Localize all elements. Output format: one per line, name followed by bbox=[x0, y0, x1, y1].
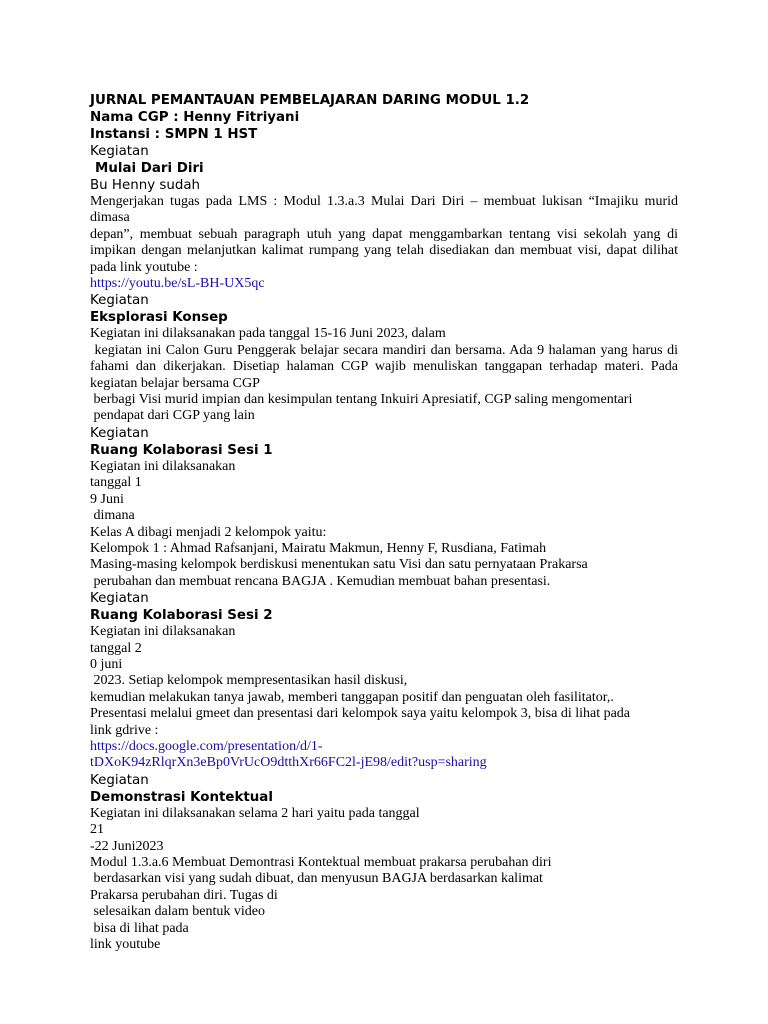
text-line: link youtube bbox=[90, 937, 161, 953]
section-title-eksplorasi-konsep: Eksplorasi Konsep bbox=[90, 310, 228, 326]
text-line: Modul 1.3.a.6 Membuat Demontrasi Kontektual membuat prakarsa perubahan diri bbox=[90, 855, 552, 870]
text-line: dimana bbox=[90, 508, 135, 524]
text-line: 0 juni bbox=[90, 656, 123, 672]
text-line: tanggal 2 bbox=[90, 640, 142, 656]
text-line: kegiatan ini Calon Guru Penggerak belajar secara mandiri dan bersama. Ada 9 halaman yang harus di bbox=[90, 342, 678, 358]
text-line: kemudian melakukan tanya jawab, memberi tanggapan positif dan penguatan oleh fasilitator,. bbox=[90, 689, 614, 705]
section-title-mulai-dari-diri: Mulai Dari Diri bbox=[95, 161, 204, 176]
section-title-ruang-kolaborasi-1: Ruang Kolaborasi Sesi 1 bbox=[90, 442, 273, 458]
cgp-name: Nama CGP : Henny Fitriyani bbox=[90, 110, 300, 125]
text-line: Masing-masing kelompok berdiskusi menentukan satu Visi dan satu pernyataan Prakarsa bbox=[90, 557, 588, 573]
text-line: selesaikan dalam bentuk video bbox=[90, 904, 265, 920]
text-line: Kelompok 1 : Ahmad Rafsanjani, Mairatu Makmun, Henny F, Rusdiana, Fatimah bbox=[90, 540, 547, 556]
text-line: berdasarkan visi yang sudah dibuat, dan menyusun BAGJA berdasarkan kalimat bbox=[90, 871, 543, 887]
section-subtitle: Bu Henny sudah bbox=[90, 178, 201, 193]
paragraph-line: pada link youtube : bbox=[90, 259, 198, 275]
text-line: Kegiatan ini dilaksanakan bbox=[90, 624, 236, 640]
text-line: berbagi Visi murid impian dan kesimpulan tentang Inkuiri Apresiatif, CGP saling mengomentari bbox=[90, 392, 633, 408]
text-line: Kegiatan ini dilaksanakan bbox=[90, 458, 236, 474]
text-line: fahami dan dikerjakan. Disetiap halaman CGP wajib menuliskan tanggapan terhadap materi. Pada bbox=[90, 359, 678, 375]
institution: Instansi : SMPN 1 HST bbox=[90, 127, 258, 142]
gdrive-link-line[interactable]: tDXoK94zRlqrXn3eBp0VrUcO9dtthXr66FC2l-jE98/edit?usp=sharing bbox=[90, 755, 487, 771]
text-line: tanggal 1 bbox=[90, 475, 142, 491]
text-line: 9 Juni bbox=[90, 491, 124, 507]
section-paragraph bbox=[90, 194, 678, 276]
paragraph-line: Mengerjakan tugas pada LMS : Modul 1.3.a.3 Mulai Dari Diri – membuat lukisan “Imajiku murid dimasa bbox=[90, 194, 678, 226]
section-label: Kegiatan bbox=[90, 293, 149, 309]
text-line: 21 bbox=[90, 822, 104, 838]
text-line: link gdrive : bbox=[90, 722, 159, 738]
text-line: kegiatan belajar bersama CGP bbox=[90, 375, 260, 391]
text-line: 2023. Setiap kelompok mempresentasikan hasil diskusi, bbox=[90, 673, 408, 689]
section-label: Kegiatan bbox=[90, 772, 149, 788]
section-label: Kegiatan bbox=[90, 425, 149, 441]
gdrive-link-line[interactable]: https://docs.google.com/presentation/d/1- bbox=[90, 738, 323, 754]
paragraph-line: impikan dengan melanjutkan kalimat rumpang yang telah disediakan dan membuat visi, dapat dilihat bbox=[90, 243, 678, 259]
paragraph-line: depan”, membuat sebuah paragraph utuh yang dapat menggambarkan tentang visi sekolah yang di bbox=[90, 226, 678, 242]
document-title: JURNAL PEMANTAUAN PEMBELAJARAN DARING MODUL 1.2 bbox=[90, 93, 530, 108]
text-line: Prakarsa perubahan diri. Tugas di bbox=[90, 887, 278, 903]
youtube-link[interactable]: https://youtu.be/sL-BH-UX5qc bbox=[90, 276, 265, 292]
section-label: Kegiatan bbox=[90, 144, 149, 159]
section-title-ruang-kolaborasi-2: Ruang Kolaborasi Sesi 2 bbox=[90, 608, 273, 624]
text-line: perubahan dan membuat rencana BAGJA . Kemudian membuat bahan presentasi. bbox=[90, 573, 551, 589]
text-line: bisa di lihat pada bbox=[90, 920, 189, 936]
text-line: Kegiatan ini dilaksanakan pada tanggal 15-16 Juni 2023, dalam bbox=[90, 326, 446, 342]
section-label: Kegiatan bbox=[90, 591, 149, 607]
section-title-demonstrasi-kontektual: Demonstrasi Kontektual bbox=[90, 789, 273, 805]
text-line: Kegiatan ini dilaksanakan selama 2 hari yaitu pada tanggal bbox=[90, 805, 420, 821]
text-line: Kelas A dibagi menjadi 2 kelompok yaitu: bbox=[90, 524, 327, 540]
text-line: -22 Juni2023 bbox=[90, 838, 164, 854]
text-line: pendapat dari CGP yang lain bbox=[90, 408, 255, 424]
text-line: Presentasi melalui gmeet dan presentasi dari kelompok saya yaitu kelompok 3, bisa di lihat pada bbox=[90, 706, 631, 722]
